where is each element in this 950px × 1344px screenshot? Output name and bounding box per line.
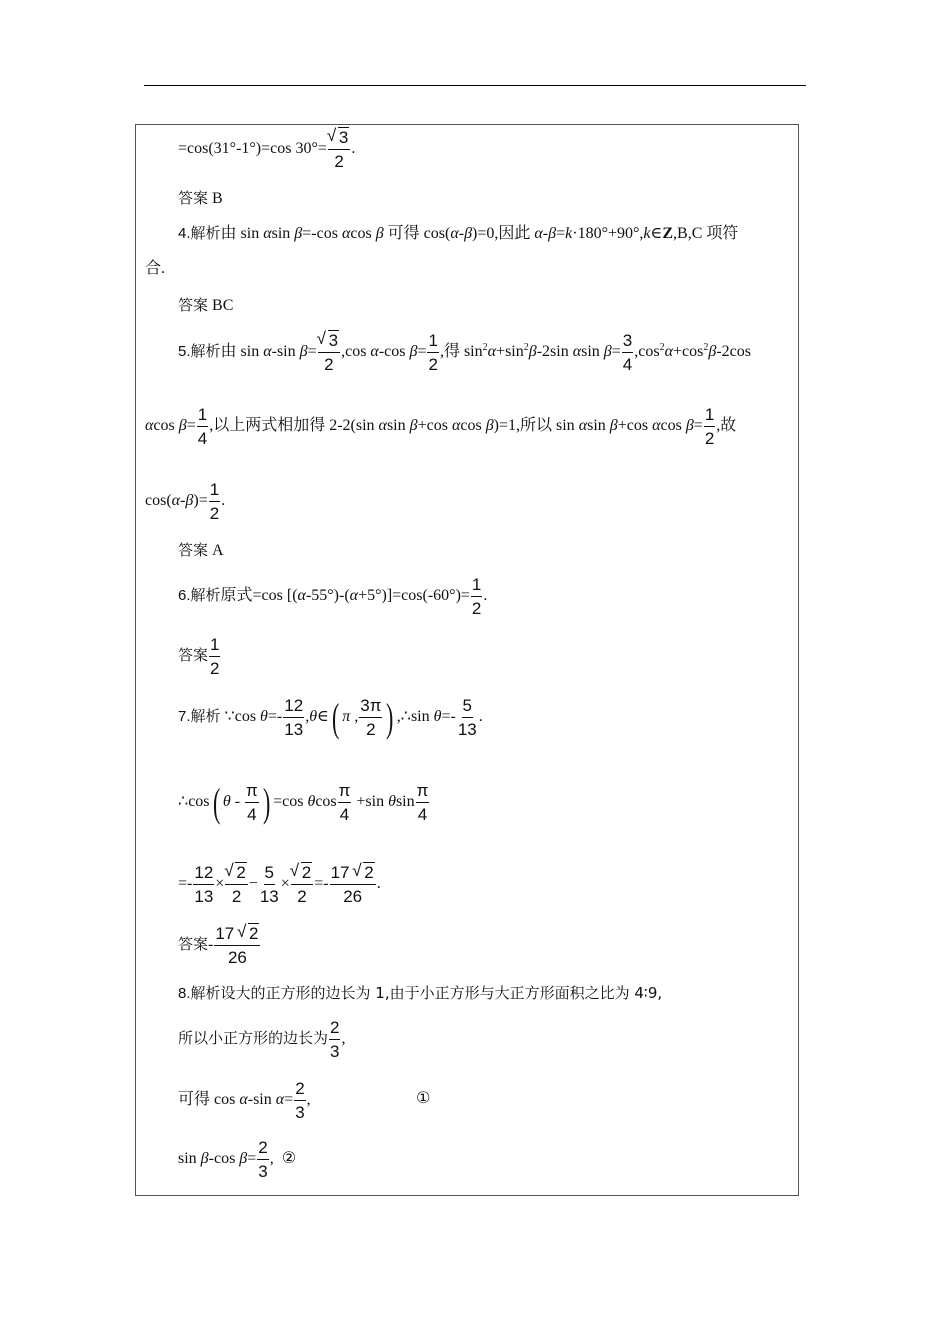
problem-5-line-2: αcos β= $\frac{1}{4}$ ,以上两式相加得 2-2(sin αsin β+cos αcos β)=1,所以 sin αsin β+cos αcos β= $\frac{1}{2}$ ,故 [145,405,737,448]
problem-5-line-3: cos(α-β)= $\frac{1}{2}$ . [145,480,226,523]
answer-6: 答案 $\frac{1}{2}$ [178,635,220,678]
problem-4-line-1: 4.解析由 sin αsin β=-cos αcos β 可得 cos(α-β)=0,因此 α-β=k·180°+90°,k∈Z,B,C 项符 [178,224,739,242]
problem-8-line-1: 8.解析设大的正方形的边长为 1,由于小正方形与大正方形面积之比为 4∶9, [178,984,663,1002]
answer-3: 答案 B [178,189,223,207]
problem-7-line-3: =- $\frac{12}{13}$ × √ $\frac{2}{2}$ − $\frac{5}{13}$ × √ $\frac{2}{2}$ =- $\frac{17 √ 2}{26}$ . [178,864,381,905]
problem-4-line-2: 合. [145,260,166,277]
answer-5: 答案 A [178,541,224,559]
line-cos30: =cos(31°-1°)=cos 30°= √ $\frac{3}{2}$ . [178,129,355,170]
header-rule [144,85,806,86]
problem-5-line-1: 5.解析由 sin α-sin β= √ $\frac{3}{2}$ ,cos α-cos β= $\frac{1}{2}$ ,得 $\sin^2\alpha+\sin^2\beta-2\sin$ αsin β= $\frac{3}{4}$ $,\cos^2\alpha+\cos^2\beta-2\cos$ [178,332,751,373]
equation-mark-1: ① [416,1088,431,1107]
problem-7-line-2: ∴cos( θ - $\frac{\pi}{4}$ ) =cos θcos $\frac{\pi}{4}$ +sin θsin $\frac{\pi}{4}$ [178,779,429,825]
problem-6: 6.解析原式=cos [(α-55°)-(α+5°)]=cos(-60°)= $\frac{1}{2}$ . [178,575,488,618]
problem-8-line-4: sin β-cos β= $\frac{2}{3}$ , ② [178,1138,297,1181]
problem-7-line-1: 7.解析 ∵cos θ=- $\frac{12}{13}$ ,θ∈( π , $\frac{3\pi}{2}$ ) ,∴sin θ=- $\frac{5}{13}$ . [178,694,483,740]
problem-8-line-3: 可得 cos α-sin α= $\frac{2}{3}$ , [178,1079,311,1122]
problem-8-line-2: 所以小正方形的边长为 $\frac{2}{3}$ , [178,1018,346,1061]
answer-7: 答案- $\frac{17 √ 2}{26}$ [178,925,261,966]
answer-4: 答案 BC [178,296,234,314]
